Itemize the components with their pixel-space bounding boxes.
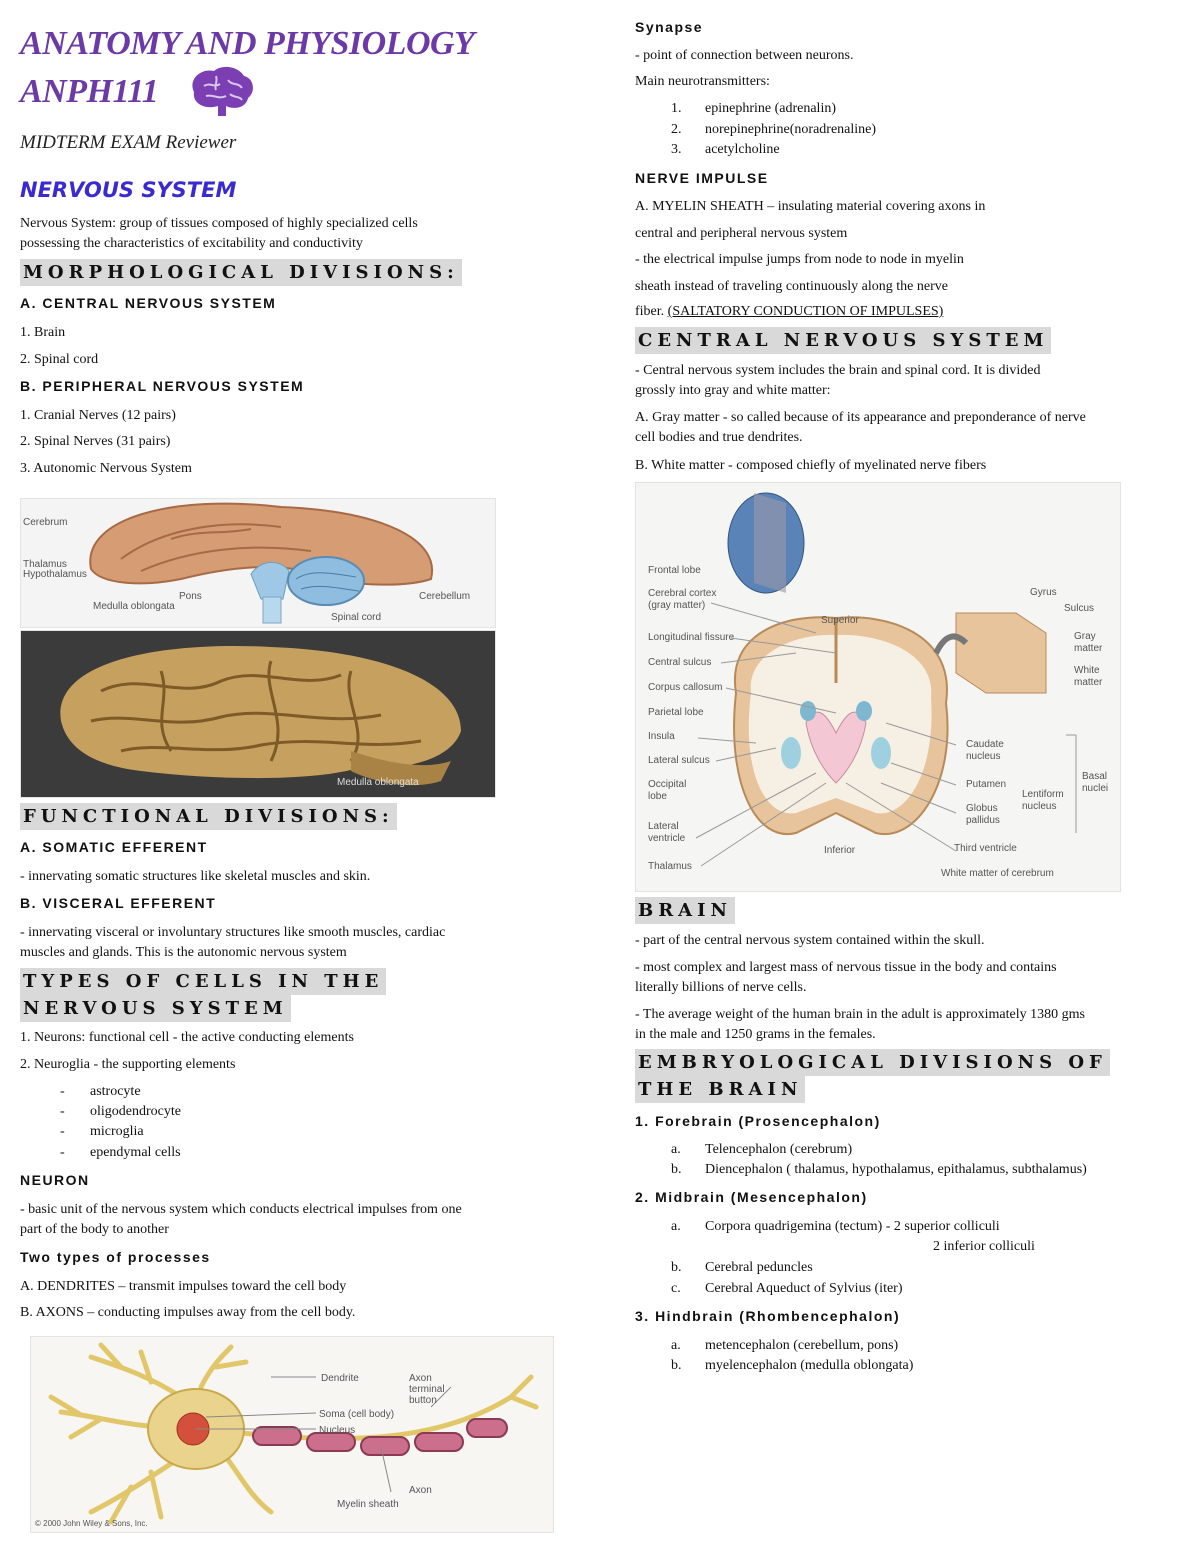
functional-heading: FUNCTIONAL DIVISIONS: — [20, 803, 397, 830]
fig-label: Hypothalamus — [23, 569, 87, 580]
cns-item: 1. Brain — [20, 325, 66, 340]
pns-subheading: B. PERIPHERAL NERVOUS SYSTEM — [20, 378, 305, 394]
axons-text: B. AXONS – conducting impulses away from the cell body. — [20, 1305, 356, 1320]
neurotransmitters-heading: Main neurotransmitters: — [635, 74, 770, 89]
fig-label: Axon — [409, 1485, 432, 1496]
fig-label: Occipital lobe — [648, 779, 687, 802]
saltatory-conduction-text: (SALTATORY CONDUCTION OF IMPULSES) — [667, 304, 944, 319]
brain-line: - most complex and largest mass of nervous tissue in the body and contains — [635, 960, 1057, 975]
nt-item: norepinephrine(noradrenaline) — [705, 122, 877, 137]
bullet: - — [60, 1145, 65, 1160]
fig-label: Lentiform nucleus — [1022, 789, 1064, 812]
fig-label: Central sulcus — [648, 657, 712, 668]
embryo-heading-line1: EMBRYOLOGICAL DIVISIONS OF — [635, 1049, 1110, 1076]
visceral-subheading: B. VISCERAL EFFERENT — [20, 895, 217, 911]
bullet: - — [60, 1104, 65, 1119]
morphological-heading: MORPHOLOGICAL DIVISIONS: — [20, 259, 462, 286]
list-letter: c. — [671, 1281, 681, 1296]
coronal-brain-figure — [635, 482, 1121, 892]
neuroglia-item: oligodendrocyte — [90, 1104, 181, 1119]
fig-label: Soma (cell body) — [319, 1409, 395, 1420]
impulse-line — [635, 302, 943, 322]
nt-num: 3. — [671, 142, 682, 157]
cells-heading-line2: NERVOUS SYSTEM — [20, 995, 291, 1022]
fig-label: Spinal cord — [331, 612, 382, 623]
neuron-def-line2: part of the body to another — [20, 1222, 169, 1237]
fig-label: Sulcus — [1064, 603, 1095, 614]
somatic-subheading: A. SOMATIC EFFERENT — [20, 839, 208, 855]
fig-label: Inferior — [824, 845, 856, 856]
neuroglia-item: microglia — [90, 1124, 144, 1139]
fig-label: Longitudinal fissure — [648, 632, 735, 643]
fig-label: Parietal lobe — [648, 707, 704, 718]
fig-label: Cerebral cortex (gray matter) — [648, 588, 717, 611]
midbrain-item: 2 inferior colliculi — [933, 1239, 1035, 1254]
hindbrain-subheading: 3. Hindbrain (Rhombencephalon) — [635, 1308, 901, 1324]
fig-label: Myelin sheath — [337, 1499, 399, 1510]
forebrain-item: Diencephalon ( thalamus, hypothalamus, epithalamus, subthalamus) — [705, 1162, 1087, 1177]
cells-item-neurons: 1. Neurons: functional cell - the active conducting elements — [20, 1030, 354, 1045]
nt-item: epinephrine (adrenalin) — [705, 101, 836, 116]
neuron-illustration — [31, 1337, 553, 1532]
hindbrain-item: myelencephalon (medulla oblongata) — [705, 1358, 914, 1373]
impulse-line: sheath instead of traveling continuously along the nerve — [635, 279, 948, 294]
cns-line: grossly into gray and white matter: — [635, 383, 831, 398]
hindbrain-item: metencephalon (cerebellum, pons) — [705, 1338, 899, 1353]
brain-sagittal-figure — [20, 498, 496, 628]
list-letter: b. — [671, 1162, 682, 1177]
brain-logo-icon — [180, 62, 260, 122]
cns-line: - Central nervous system includes the brain and spinal cord. It is divided — [635, 363, 1041, 378]
gray-matter-line1: A. Gray matter - so called because of its appearance and preponderance of nerve — [635, 410, 1086, 425]
cns-subheading: A. CENTRAL NERVOUS SYSTEM — [20, 295, 277, 311]
neuron-figure — [30, 1336, 554, 1533]
midbrain-item: Cerebral Aqueduct of Sylvius (iter) — [705, 1281, 903, 1296]
brain-heading: BRAIN — [635, 897, 735, 924]
nt-num: 1. — [671, 101, 682, 116]
fig-label: Putamen — [966, 779, 1007, 790]
fig-label: Insula — [648, 731, 675, 742]
fig-label: Dendrite — [321, 1373, 359, 1384]
fig-label: Gyrus — [1030, 587, 1057, 598]
doc-title-line1: ANATOMY AND PHYSIOLOGY — [20, 25, 475, 62]
fig-copyright: © 2000 John Wiley & Sons, Inc. — [35, 1519, 148, 1528]
midbrain-item: Cerebral peduncles — [705, 1260, 813, 1275]
fig-label: Cerebellum — [419, 591, 471, 602]
doc-subtitle: MIDTERM EXAM Reviewer — [20, 132, 237, 153]
brain-line: - part of the central nervous system contained within the skull. — [635, 933, 985, 948]
fig-label: Superior — [821, 615, 859, 626]
cns-item: 2. Spinal cord — [20, 352, 99, 367]
neuron-def-line1: - basic unit of the nervous system which conducts electrical impulses from one — [20, 1202, 462, 1217]
fig-label: Thalamus — [648, 861, 692, 872]
impulse-line: central and peripheral nervous system — [635, 226, 848, 241]
bullet: - — [60, 1084, 65, 1099]
fig-label: Medulla oblongata — [93, 601, 175, 612]
cells-item-neuroglia: 2. Neuroglia - the supporting elements — [20, 1057, 236, 1072]
fig-label: Cerebrum — [23, 517, 68, 528]
nerve-impulse-subheading: NERVE IMPULSE — [635, 170, 769, 186]
forebrain-subheading: 1. Forebrain (Prosencephalon) — [635, 1113, 881, 1129]
list-letter: a. — [671, 1338, 681, 1353]
fig-label: White matter — [1074, 665, 1103, 688]
fig-label: Globus pallidus — [966, 803, 1000, 826]
fig-label: Medulla oblongata — [337, 777, 419, 788]
brain-photo-figure — [20, 630, 496, 798]
fig-label: Pons — [179, 591, 202, 602]
ns-definition-line2: possessing the characteristics of excitability and conductivity — [20, 236, 363, 251]
fig-label: Thalamus — [23, 559, 67, 570]
synapse-subheading: Synapse — [635, 19, 704, 35]
dendrites-text: A. DENDRITES – transmit impulses toward the cell body — [20, 1279, 347, 1294]
impulse-text: fiber. — [635, 304, 668, 319]
nt-num: 2. — [671, 122, 682, 137]
pns-item: 3. Autonomic Nervous System — [20, 461, 192, 476]
cells-heading-line1: TYPES OF CELLS IN THE — [20, 968, 386, 995]
gray-matter-line2: cell bodies and true dendrites. — [635, 430, 803, 445]
midbrain-subheading: 2. Midbrain (Mesencephalon) — [635, 1189, 868, 1205]
list-letter: b. — [671, 1260, 682, 1275]
pns-item: 2. Spinal Nerves (31 pairs) — [20, 434, 171, 449]
fig-label: Caudate nucleus — [966, 739, 1004, 762]
fig-label: Third ventricle — [954, 843, 1017, 854]
list-letter: a. — [671, 1142, 681, 1157]
brain-photo-illustration — [21, 631, 495, 797]
pns-item: 1. Cranial Nerves (12 pairs) — [20, 408, 176, 423]
brain-line: in the male and 1250 grams in the females. — [635, 1027, 876, 1042]
processes-subheading: Two types of processes — [20, 1249, 211, 1265]
impulse-line: A. MYELIN SHEATH – insulating material covering axons in — [635, 199, 986, 214]
white-matter-line: B. White matter - composed chiefly of myelinated nerve fibers — [635, 458, 987, 473]
nervous-system-heading: NERVOUS SYSTEM — [20, 178, 237, 202]
embryo-heading-line2: THE BRAIN — [635, 1076, 805, 1103]
brain-line: - The average weight of the human brain in the adult is approximately 1380 gms — [635, 1007, 1085, 1022]
fig-label: White matter of cerebrum — [941, 868, 1054, 879]
visceral-text-line1: - innervating visceral or involuntary structures like smooth muscles, cardiac — [20, 925, 446, 940]
neuroglia-item: ependymal cells — [90, 1145, 181, 1160]
doc-title-line2: ANPH111 — [20, 73, 159, 110]
neuroglia-item: astrocyte — [90, 1084, 141, 1099]
fig-label: Gray matter — [1074, 631, 1103, 654]
somatic-text: - innervating somatic structures like skeletal muscles and skin. — [20, 869, 371, 884]
ns-definition-line1: Nervous System: group of tissues composed of highly specialized cells — [20, 216, 418, 231]
bullet: - — [60, 1124, 65, 1139]
forebrain-item: Telencephalon (cerebrum) — [705, 1142, 853, 1157]
brain-line: literally billions of nerve cells. — [635, 980, 807, 995]
list-letter: a. — [671, 1219, 681, 1234]
fig-label: Basal nuclei — [1082, 771, 1109, 794]
midbrain-item: Corpora quadrigemina (tectum) - 2 superior colliculi — [705, 1219, 1000, 1234]
neuron-subheading: NEURON — [20, 1172, 90, 1188]
fig-label: Axon terminal button — [409, 1373, 445, 1406]
cns-heading: CENTRAL NERVOUS SYSTEM — [635, 327, 1051, 354]
visceral-text-line2: muscles and glands. This is the autonomic nervous system — [20, 945, 347, 960]
impulse-line: - the electrical impulse jumps from node to node in myelin — [635, 252, 964, 267]
list-letter: b. — [671, 1358, 682, 1373]
fig-label: Frontal lobe — [648, 565, 701, 576]
fig-label: Lateral ventricle — [648, 821, 686, 844]
fig-label: Corpus callosum — [648, 682, 723, 693]
fig-label: Nucleus — [319, 1425, 356, 1436]
nt-item: acetylcholine — [705, 142, 780, 157]
synapse-def: - point of connection between neurons. — [635, 48, 854, 63]
fig-label: Lateral sulcus — [648, 755, 710, 766]
